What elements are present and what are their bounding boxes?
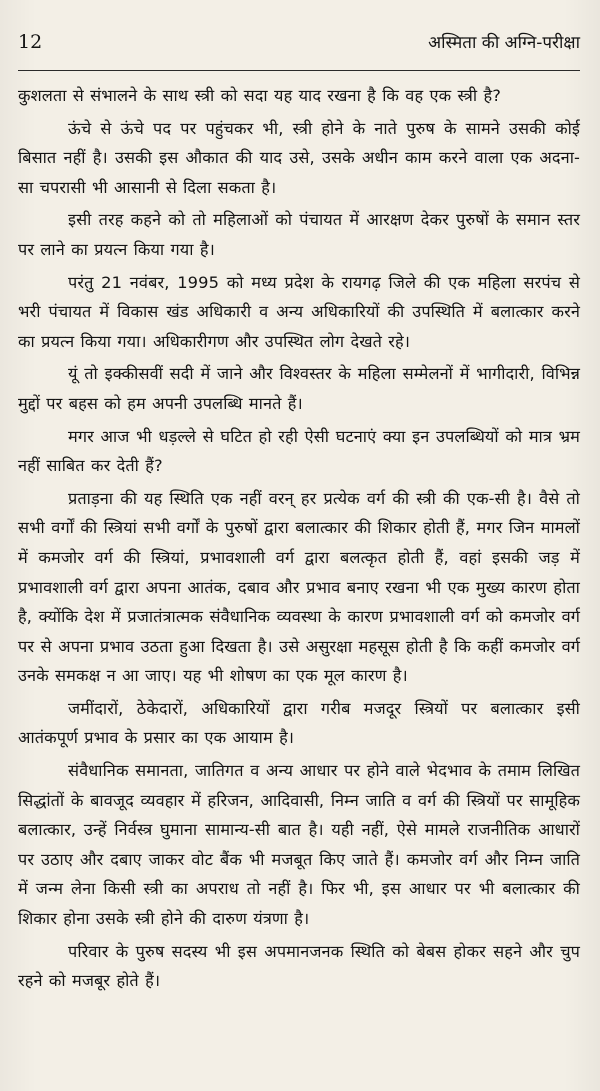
paragraph: ऊंचे से ऊंचे पद पर पहुंचकर भी, स्त्री होने के नाते पुरुष के सामने उसकी कोई बिसात नहीं है। उसकी इस औकात की याद उसे, उसके अधीन काम करने वाला एक अदना-सा चपरासी भी आसानी से दिला सकता है। — [18, 118, 580, 197]
running-title: अस्मिता की अग्नि-परीक्षा — [428, 33, 580, 53]
paragraph: परिवार के पुरुष सदस्य भी इस अपमानजनक स्थिति को बेबस होकर सहने और चुप रहने को मजबूर होते हैं। — [18, 941, 580, 991]
paragraph: मगर आज भी धड़ल्ले से घटित हो रही ऐसी घटनाएं क्या इन उपलब्धियों को मात्र भ्रम नहीं साबित कर देती हैं? — [18, 426, 580, 476]
paragraph: जमींदारों, ठेकेदारों, अधिकारियों द्वारा गरीब मजदूर स्त्रियों पर बलात्कार इसी आतंकपूर्ण प्रभाव के प्रसार का एक आयाम है। — [18, 698, 580, 748]
paragraph: कुशलता से संभालने के साथ स्त्री को सदा यह याद रखना है कि वह एक स्त्री है? — [18, 86, 501, 105]
body-text — [18, 81, 580, 996]
paragraph: यूं तो इक्कीसवीं सदी में जाने और विश्वस्तर के महिला सम्मेलनों में भागीदारी, विभिन्न मुद्दों पर बहस को हम अपनी उपलब्धि मानते हैं। — [18, 364, 580, 413]
page-number: 12 — [18, 31, 43, 53]
page-header — [18, 30, 580, 71]
paragraph: प्रताड़ना की यह स्थिति एक नहीं वरन् हर प्रत्येक वर्ग की स्त्री की एक-सी है। वैसे तो सभी वर्गों की स्त्रियां सभी वर्गों के पुरुषों द्वारा बलात्कार की शिकार होती हैं, मगर जिन मामलों में कमजोर वर्ग की स्त्रियां, प्रभावशाली वर्ग द्वारा बलत्कृत होती हैं, वहां इसकी जड़ में प्रभावशाली वर्ग द्वारा अपना आतंक, दबाव और प्रभाव बनाए रखना भी एक मुख्य कारण होता है, क्योंकि देश में प्रजातंत्रात्मक संवैधानिक व्यवस्था के कारण प्रभावशाली वर्ग को कमजोर वर्ग पर से अपना प्रभाव उठता हुआ दिखता है। उसे असुरक्षा महसूस होती है कि कहीं कमजोर वर्ग उनके समकक्ष न आ जाए। यह भी शोषण का एक मूल कारण है। — [18, 488, 580, 686]
paragraph: संवैधानिक समानता, जातिगत व अन्य आधार पर होने वाले भेदभाव के तमाम लिखित सिद्धांतों के बावजूद व्यवहार में हरिजन, आदिवासी, निम्न जाति व वर्ग की स्त्रियों पर सामूहिक बलात्कार, उन्हें निर्वस्त्र घुमाना सामान्य-सी बात है। यही नहीं, ऐसे मामले राजनीतिक आधारों पर उठाए और दबाए जाकर वोट बैंक भी मजबूत किए जाते हैं। कमजोर वर्ग और निम्न जाति में जन्म लेना किसी स्त्री का अपराध तो नहीं है। फिर भी, इस आधार पर भी बलात्कार की शिकार होना उसके स्त्री होने की दारुण यंत्रणा है। — [18, 761, 580, 929]
paragraph: परंतु 21 नवंबर, 1995 को मध्य प्रदेश के रायगढ़ जिले की एक महिला सरपंच से भरी पंचायत में विकास खंड अधिकारी व अन्य अधिकारियों की उपस्थिति में बलात्कार करने का प्रयत्न किया गया। अधिकारीगण और उपस्थित लोग देखते रहे। — [18, 272, 580, 351]
paragraph: इसी तरह कहने को तो महिलाओं को पंचायत में आरक्षण देकर पुरुषों के समान स्तर पर लाने का प्रयत्न किया गया है। — [18, 210, 580, 259]
